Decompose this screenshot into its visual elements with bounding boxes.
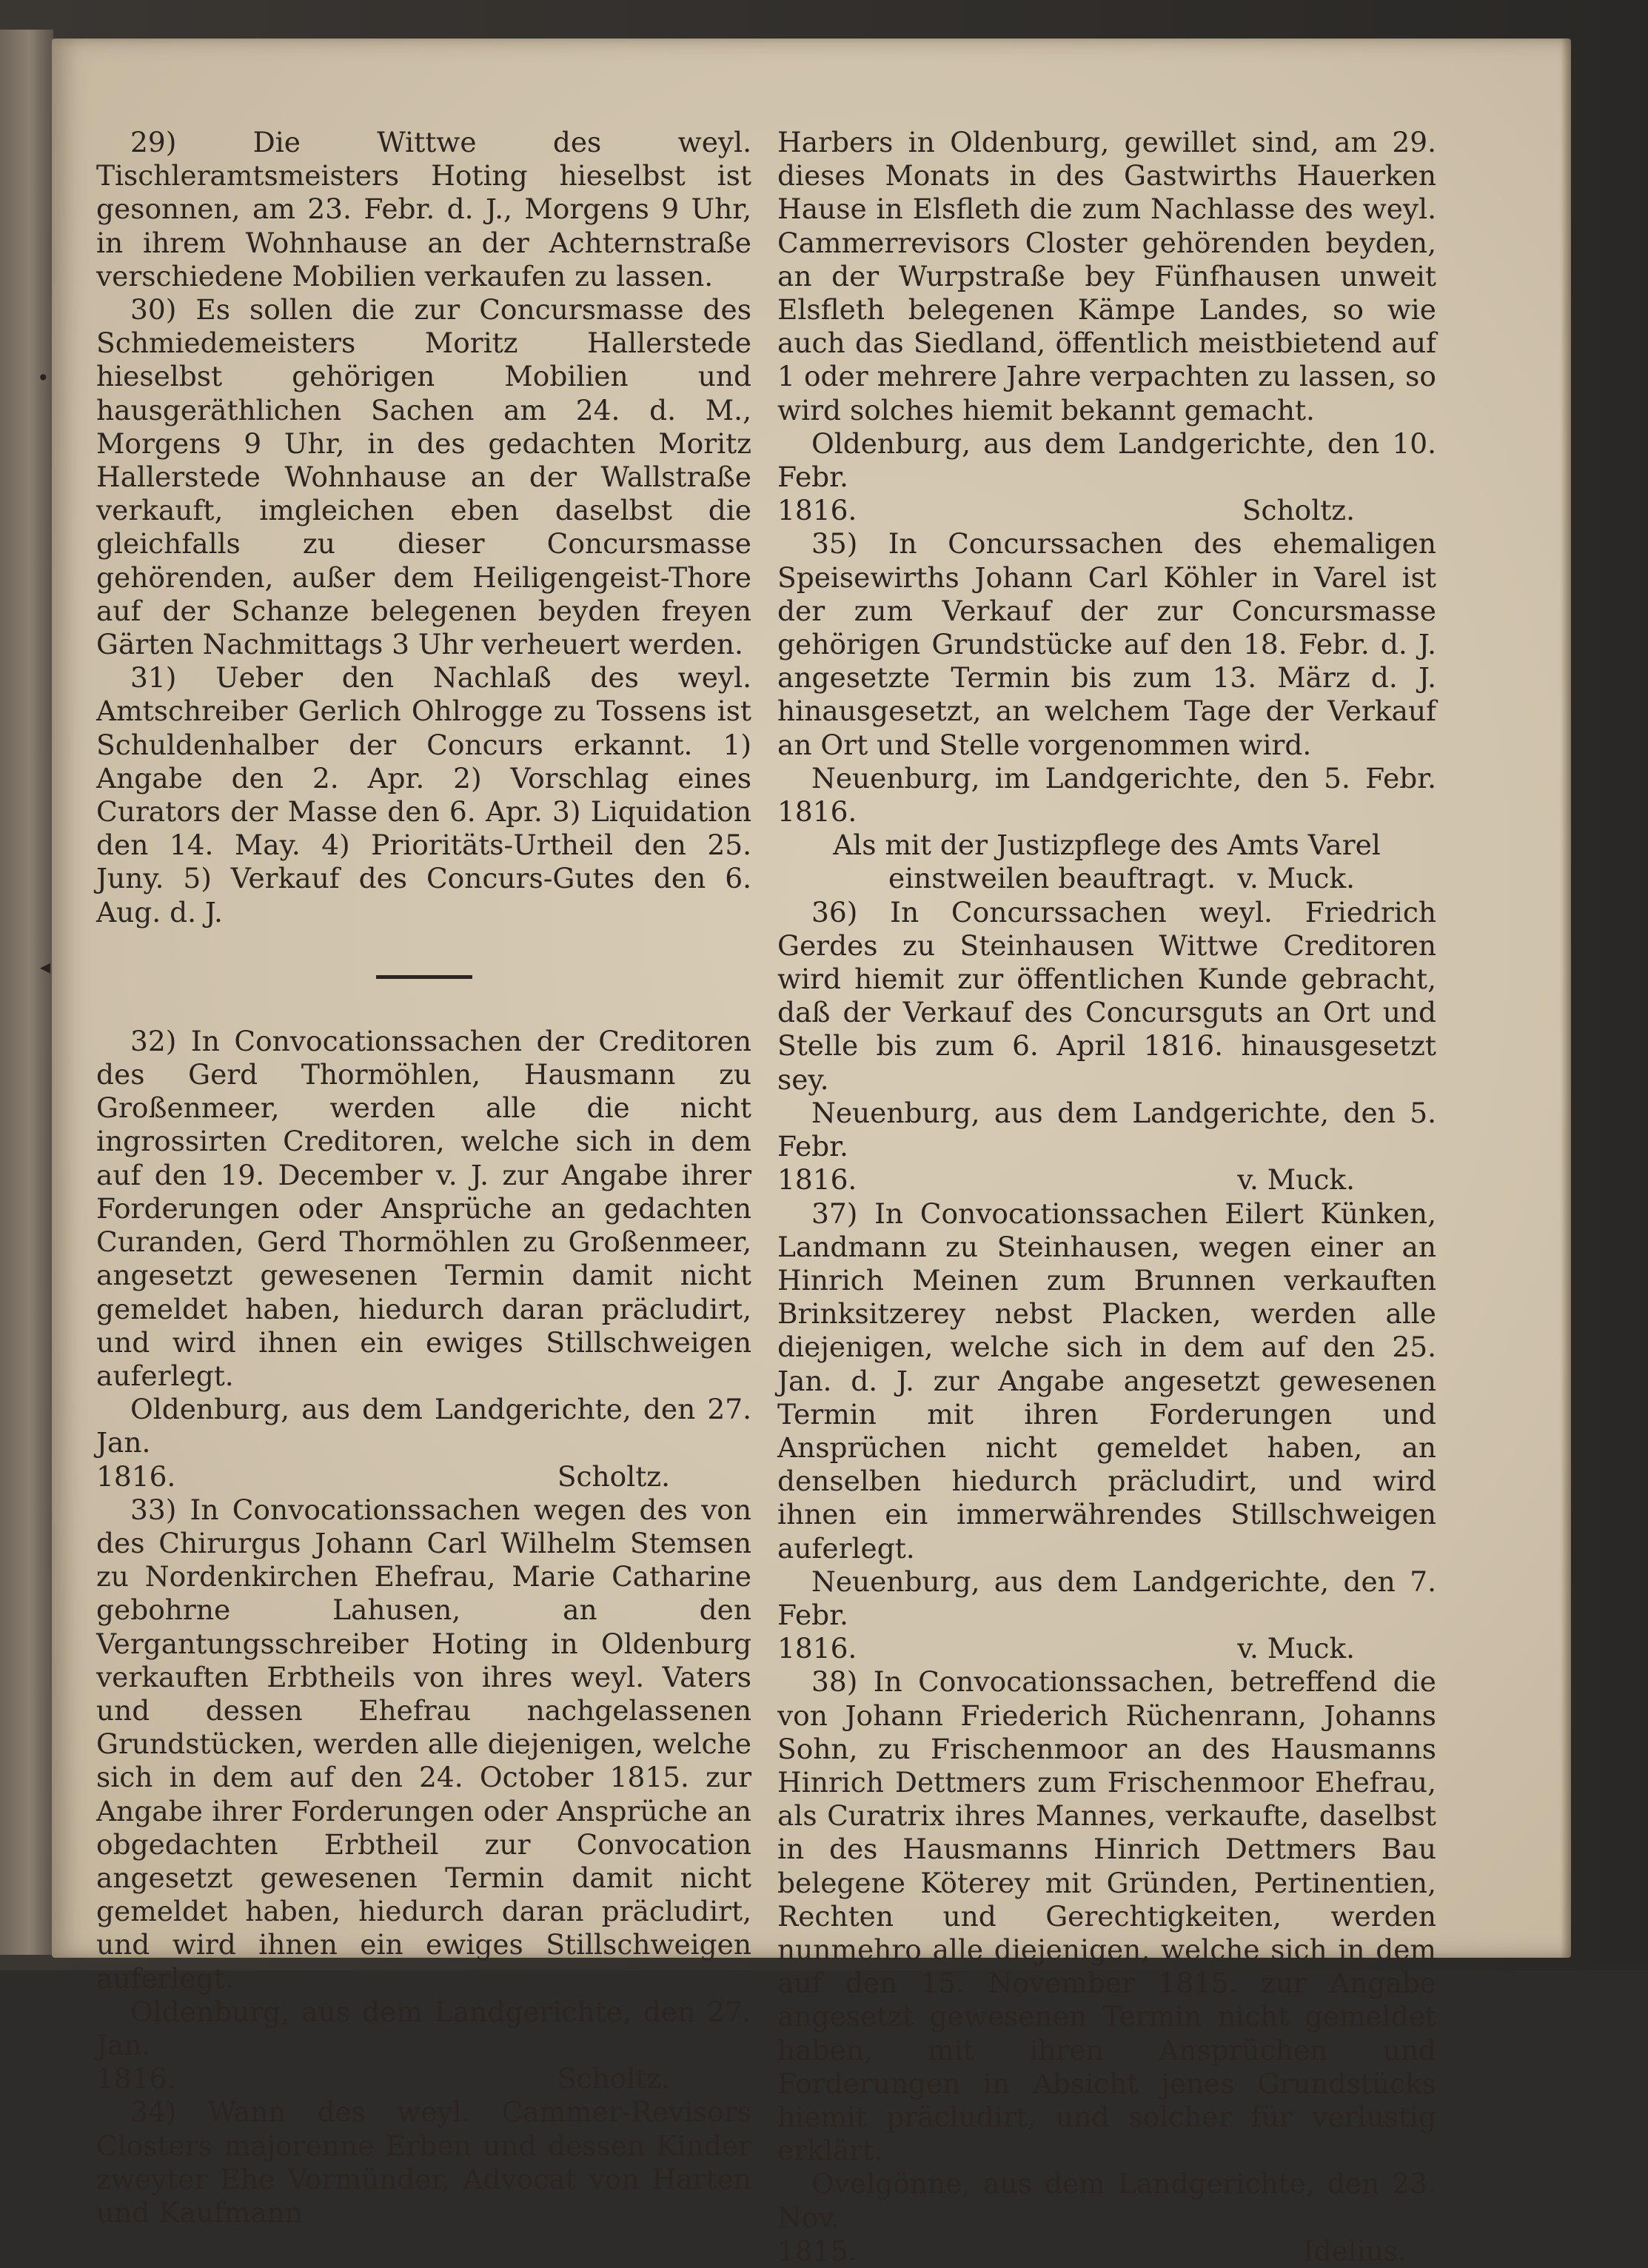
- signature-line: [777, 2235, 1436, 2268]
- notice-text: 30) Es sollen die zur Concursmasse des Schmiedemeisters Moritz Hallerstede hieselbst gehörigen Mobilien und hausgeräthlichen Sachen am 24. d. M., Morgens 9 Uhr, in des gedachten Moritz Hallerstede Wohnhause an der Wallstraße verkauft, imgleichen eben daselbst die gleichfalls zu dieser Concursmasse gehörenden, außer dem Heiligengeist-Thore auf der Schanze belegenen beyden freyen Gärten Nachmittags 3 Uhr verheuert werden.: [96, 293, 751, 661]
- notice-33: [96, 1493, 751, 2096]
- newspaper-page: [37, 39, 1571, 2267]
- signature-line: [777, 862, 1436, 895]
- signature: Idelius.: [1302, 2234, 1407, 2267]
- notice-text: 38) In Convocationssachen, betreffend die von Johann Friederich Rüchenrann, Johanns Sohn, zu Frischenmoor an des Hausmanns Hinrich Dettmers zum Frischenmoor Ehefrau, als Curatrix ihres Mannes, verkaufte, daselbst in des Hausmanns Hinrich Dettmers Bau belegene Köterey mit Gründen, Pertinentien, Rechten und Gerechtigkeiten, werden nunmehro alle diejenigen, welche sich in dem auf den 15. November 1815. zur Angabe angesetzt gewesenen Termin nicht gemeldet haben, mit ihren Ansprüchen und Forderungen in Absicht jenes Grundstücks hiemit präcludirt, und solcher für verlustig erklärt.: [777, 1665, 1436, 2167]
- year: 1816.: [96, 1459, 176, 1493]
- signature: Scholtz.: [557, 1459, 670, 1493]
- year: 1816.: [777, 494, 857, 527]
- previous-page-edge: [0, 30, 55, 1955]
- year: 1816.: [96, 2062, 176, 2095]
- authority-note: [777, 829, 1436, 862]
- place-date: Oldenburg, aus dem Landgerichte, den 10. Febr.: [777, 426, 1436, 494]
- place-date: Neuenburg, aus dem Landgerichte, den 7. Febr.: [777, 1565, 1436, 1631]
- notice-text: Harbers in Oldenburg, gewillet sind, am 29. dieses Monats in des Gastwirths Hauerken Hause in Elsfleth die zum Nachlasse des weyl. Cammerrevisors Closter gehörenden beyden, an der Wurpstraße bey Fünfhausen unweit Elsfleth belegenen Kämpe Landes, so wie auch das Siedland, öffentlich meistbietend auf 1 oder mehrere Jahre verpachten zu lassen, so wird solches hiemit bekannt gemacht.: [777, 126, 1436, 426]
- notice-36: [777, 896, 1436, 1197]
- signature: v. Muck.: [1237, 862, 1355, 895]
- year: 1815.: [777, 2234, 857, 2267]
- signature: v. Muck.: [1237, 1632, 1355, 1665]
- signature-line: [777, 494, 1436, 527]
- year: 1816.: [777, 1163, 857, 1197]
- notice-38: [777, 1665, 1436, 2268]
- place-date: Neuenburg, aus dem Landgerichte, den 5. Febr.: [777, 1096, 1436, 1163]
- page-shadow: [1561, 39, 1571, 1958]
- notice-31: [96, 661, 751, 929]
- notice-30: [96, 293, 751, 661]
- notice-text: 35) In Concurssachen des ehemaligen Speisewirths Johann Carl Köhler in Varel ist der zum Verkauf der zur Concursmasse gehörigen Grundstücke auf den 18. Febr. d. J. angesetzte Termin bis zum 13. März d. J. hinausgesetzt, an welchem Tage der Verkauf an Ort und Stelle vorgenommen wird.: [777, 527, 1436, 761]
- notice-text: 29) Die Wittwe des weyl. Tischleramtsmeisters Hoting hieselbst ist gesonnen, am 23. Febr. d. J., Morgens 9 Uhr, in ihrem Wohnhause an der Achternstraße verschiedene Mobilien verkaufen zu lassen.: [96, 126, 751, 292]
- notice-29: [96, 126, 751, 293]
- signature: Scholtz.: [557, 2062, 670, 2095]
- notice-34: [96, 2095, 751, 2229]
- signature-line: [777, 1632, 1436, 1665]
- signature: v. Muck.: [1237, 1163, 1355, 1197]
- notice-text: 32) In Convocationssachen der Creditoren des Gerd Thormöhlen, Hausmann zu Großenmeer, werden alle die nicht ingrossirten Creditoren, welche sich in dem auf den 19. December v. J. zur Angabe ihrer Forderungen oder Ansprüche an gedachten Curanden, Gerd Thormöhlen zu Großenmeer, angesetzt gewesenen Termin damit nicht gemeldet haben, hiedurch daran präcludirt, und wird ihnen ein ewiges Stillschweigen auferlegt.: [96, 1024, 751, 1392]
- notice-34-continuation: [777, 126, 1436, 527]
- right-column: [777, 126, 1436, 2268]
- signature: Scholtz.: [1242, 494, 1355, 527]
- notice-text: 34) Wann des weyl. Cammer-Revisors Closters majorenne Erben und dessen Kinder zweyter Ehe Vormünder, Advocat von Harten und Kaufmann: [96, 2095, 751, 2229]
- signature-line: [777, 1163, 1436, 1197]
- notice-32: [96, 1025, 751, 1493]
- place-date: Neuenburg, im Landgerichte, den 5. Febr. 1816.: [777, 761, 1436, 829]
- place-date: Oldenburg, aus dem Landgerichte, den 27. Jan.: [96, 1995, 751, 2061]
- authority-note-line: Als mit der Justizpflege des Amts Varel: [833, 829, 1381, 862]
- notice-text: 37) In Convocationssachen Eilert Künken, Landmann zu Steinhausen, wegen einer an Hinrich Meinen zum Brunnen verkauften Brinksitzerey nebst Placken, werden alle diejenigen, welche sich in dem auf den 25. Jan. d. J. zur Angabe angesetzt gewesenen Termin mit ihren Forderungen und Ansprüchen nicht gemeldet haben, an denselben hiedurch präcludirt, und wird ihnen ein immerwährendes Stillschweigen auferlegt.: [777, 1197, 1436, 1565]
- section-separator-rule: [376, 975, 472, 979]
- notice-35: [777, 527, 1436, 895]
- notice-37: [777, 1197, 1436, 1666]
- place-date: Oldenburg, aus dem Landgerichte, den 27. Jan.: [96, 1393, 751, 1459]
- margin-bullet-mark: ◂: [40, 954, 51, 979]
- notice-text: 33) In Convocationssachen wegen des von des Chirurgus Johann Carl Wilhelm Stemsen zu Nordenkirchen Ehefrau, Marie Catharine gebohrne Lahusen, an den Vergantungsschreiber Hoting in Oldenburg verkauften Erbtheils von ihres weyl. Vaters und dessen Ehefrau nachgelassenen Grundstücken, werden alle diejenigen, welche sich in dem auf den 24. October 1815. zur Angabe ihrer Forderungen oder Ansprüche an obgedachten Erbtheil zur Convocation angesetzt gewesenen Termin damit nicht gemeldet haben, hiedurch daran präcludirt, und wird ihnen ein ewiges Stillschweigen auferlegt.: [96, 1493, 751, 1995]
- authority-note-line: einstweilen beauftragt.: [888, 862, 1216, 895]
- left-column: [96, 126, 751, 2229]
- margin-dot-mark: •: [37, 366, 50, 390]
- notice-text: 31) Ueber den Nachlaß des weyl. Amtschreiber Gerlich Ohlrogge zu Tossens ist Schuldenhalber der Concurs erkannt. 1) Angabe den 2. Apr. 2) Vorschlag eines Curators der Masse den 6. Apr. 3) Liquidation den 14. May. 4) Prioritäts-Urtheil den 25. Juny. 5) Verkauf des Concurs-Gutes den 6. Aug. d. J.: [96, 661, 751, 929]
- place-date: Ovelgönne, aus dem Landgerichte, den 23. Nov.: [777, 2167, 1436, 2234]
- signature-line: [96, 2062, 751, 2095]
- year: 1816.: [777, 1632, 857, 1665]
- notice-text: 36) In Concurssachen weyl. Friedrich Gerdes zu Steinhausen Wittwe Creditoren wird hiemit zur öffentlichen Kunde gebracht, daß der Verkauf des Concursguts an Ort und Stelle bis zum 6. April 1816. hinausgesetzt sey.: [777, 895, 1436, 1096]
- signature-line: [96, 1460, 751, 1493]
